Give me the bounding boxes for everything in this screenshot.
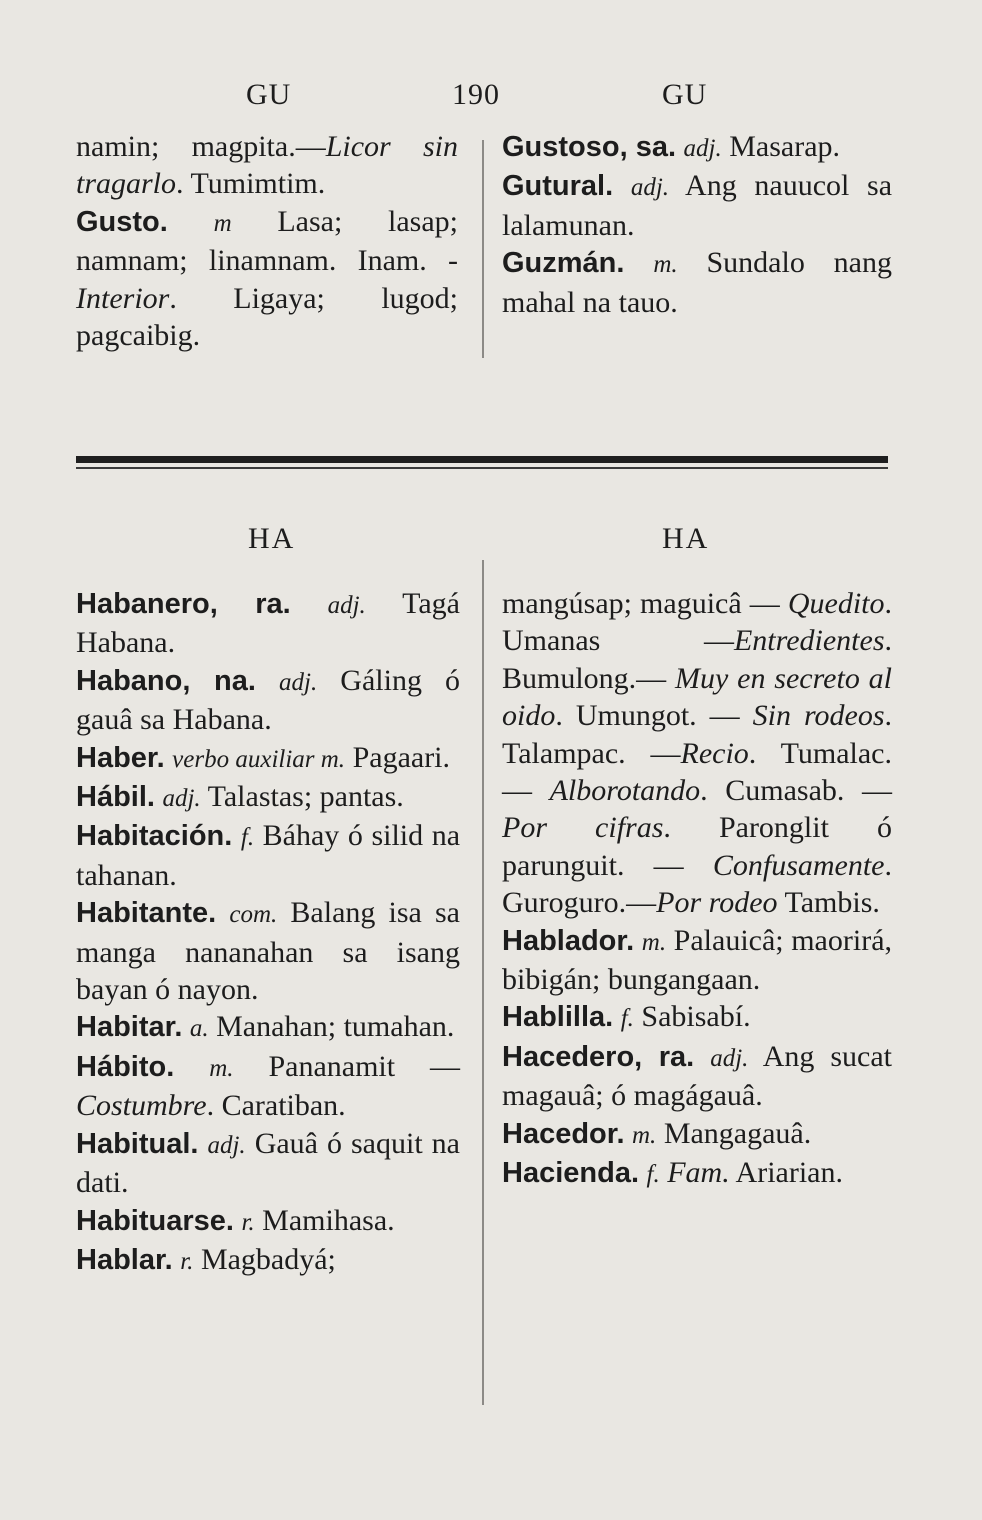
- continued-text: namin; magpita.—Licor sin tragarlo. Tumimtim.: [76, 130, 458, 201]
- text-run: . Umanas —: [502, 587, 892, 658]
- bottom-left-column: [76, 585, 460, 1280]
- header-left: GU: [246, 78, 292, 111]
- section-rule-thin: [76, 467, 888, 469]
- entry-gutural: Gutural. adj. Ang nauucol sa lalamunan.: [502, 169, 893, 242]
- column-divider-top: [482, 140, 484, 358]
- entry: Habanero, ra. adj. Tagá Habana.: [76, 587, 460, 660]
- text-run: . Tumalac. —: [502, 736, 892, 808]
- section-heading-left: HA: [248, 522, 296, 555]
- entry: Habitación. f. Báhay ó silid na tahanan.: [76, 819, 461, 892]
- entry: Hábito. m. Pananamit —Costumbre. Caratiban.: [76, 1049, 460, 1123]
- continued-text: [502, 585, 892, 922]
- italic-phrase: Recio: [680, 736, 749, 770]
- text-run: Tambis.: [777, 886, 880, 920]
- top-right-column: [502, 128, 892, 321]
- column-divider-bottom: [482, 560, 484, 1405]
- entry: Habano, na. adj. Gáling ó gauâ sa Habana.: [76, 663, 461, 737]
- entry: Hablilla. f. Sabisabí.: [502, 1000, 751, 1034]
- bottom-right-column: [502, 585, 892, 1194]
- entry: Habitar. a. Manahan; tumahan.: [76, 1010, 455, 1044]
- italic-phrase: Por rodeo: [656, 886, 778, 920]
- text-run: . Cumasab. —: [700, 774, 892, 808]
- section-heading-right: HA: [662, 522, 710, 555]
- italic-phrase: Entredientes: [733, 624, 885, 658]
- italic-phrase: Confusamente: [712, 848, 885, 882]
- entry: Habitual. adj. Gauâ ó saquit na dati.: [76, 1126, 460, 1200]
- text-run: mangúsap; maguicâ —: [502, 587, 788, 620]
- entry: Hábil. adj. Talastas; pantas.: [76, 780, 404, 814]
- entry: Habitante. com. Balang isa sa manga nananahan sa isang bayan ó nayon.: [76, 896, 460, 1007]
- italic-phrase: Quedito: [787, 587, 885, 620]
- header-right: GU: [662, 78, 708, 111]
- entry-gusto: Gusto. m Lasa; lasap; namnam; linamnam. Inam. -Interior. Ligaya; lugod; pagcaibig.: [76, 204, 458, 353]
- entry: Haber. verbo auxiliar m. Pagaari.: [76, 740, 451, 774]
- text-run: . Umungot. —: [555, 699, 753, 733]
- section-rule-thick: [76, 456, 888, 463]
- top-left-column: [76, 128, 458, 354]
- text-run: . Bumulong.—: [502, 624, 892, 695]
- italic-phrase: Alborotando: [549, 774, 701, 808]
- italic-phrase: Sin rodeos: [752, 699, 885, 733]
- entry: Hacedero, ra. adj. Ang sucat magauâ; ó magágauâ.: [502, 1039, 892, 1113]
- page-number: 190: [452, 78, 500, 111]
- entry-guzman: Guzmán. m. Sundalo nang mahal na tauo.: [502, 246, 892, 319]
- entry: Hablar. r. Magbadyá;: [76, 1242, 336, 1276]
- entry-gustoso: Gustoso, sa. adj. Masarap.: [502, 130, 841, 163]
- italic-phrase: Por cifras: [502, 811, 664, 845]
- entry: Hacedor. m. Mangagauâ.: [502, 1116, 812, 1150]
- italic-phrase: Muy en secreto al oido: [502, 661, 892, 733]
- entry: Habituarse. r. Mamihasa.: [76, 1203, 395, 1237]
- entry: Hacienda. f. Fam. Ariarian.: [502, 1156, 843, 1190]
- text-run: . Paronglit ó parunguit. —: [502, 811, 892, 882]
- text-run: . Guroguro.—: [502, 848, 892, 920]
- entry: Hablador. m. Palauicâ; maorirá, bibigán; bungangaan.: [502, 923, 893, 997]
- running-header: [0, 78, 982, 118]
- text-run: . Talampac. —: [502, 699, 892, 770]
